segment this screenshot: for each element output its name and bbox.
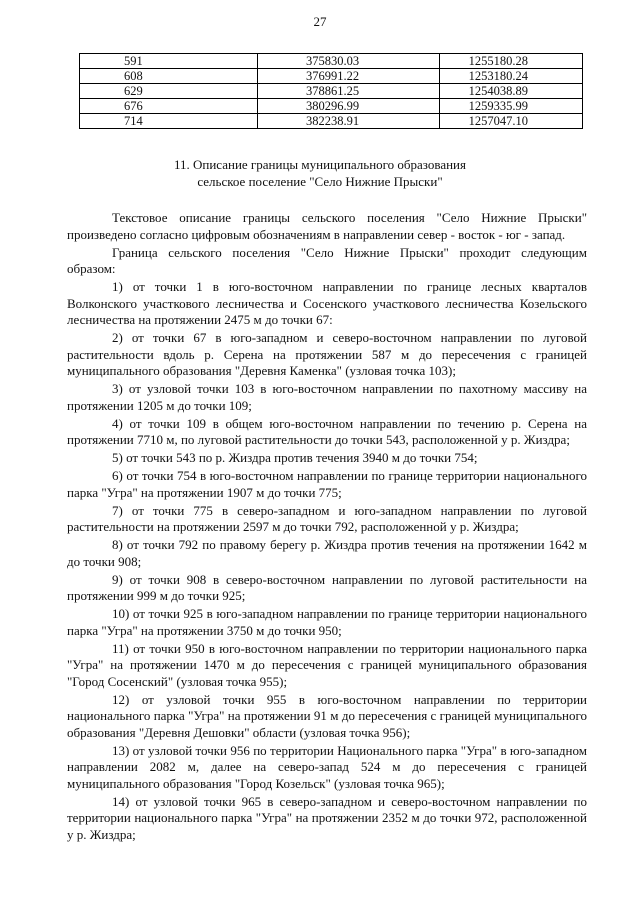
x-coordinate-cell: 376991.22 [258,69,440,84]
y-coordinate-cell: 1254038.89 [440,84,583,99]
x-coordinate-cell: 380296.99 [258,99,440,114]
paragraph-boundary-lead: Граница сельского поселения "Село Нижние Прыски" проходит следующим образом: [67,244,587,276]
table-row [80,99,583,114]
boundary-segment-1: 1) от точки 1 в юго-восточном направлении по границе лесных кварталов Волконского участкового лесничества и Сосенского участкового лесничества Козельского лесничества на протяжении 2475 м до точки 67: [67,279,587,327]
boundary-segment-2: 2) от точки 67 в юго-западном и северо-восточном направлении по луговой растительности вдоль р. Серена на протяжении 587 м до пересечения с границей муниципального образования "Деревня Каменка" (узловая точка 103); [67,330,587,378]
y-coordinate-cell: 1255180.28 [440,54,583,69]
point-number-cell: 629 [80,84,258,99]
point-number-cell: 714 [80,114,258,129]
section-title-line-1: 11. Описание границы муниципального образования [173,157,466,172]
point-number-cell: 591 [80,54,258,69]
boundary-segment-4: 4) от точки 109 в общем юго-восточном направлении по течению р. Серена на протяжении 7710 м, по луговой растительности до точки 543, расположенной у р. Жиздра; [67,415,587,447]
table-row [80,69,583,84]
table-row [80,84,583,99]
boundary-segment-14: 14) от узловой точки 965 в северо-западном и северо-восточном направлении по территории национального парка "Угра" на протяжении 2352 м до точки 972, расположенной у р. Жиздра; [67,793,587,842]
x-coordinate-cell: 378861.25 [258,84,440,99]
y-coordinate-cell: 1253180.24 [440,69,583,84]
page-number: 27 [313,14,327,29]
coordinates-table [79,53,583,129]
point-number-cell: 676 [80,99,258,114]
boundary-segment-10: 10) от точки 925 в юго-западном направлении по границе территории национального парка "Угра" на протяжении 3750 м до точки 950; [67,606,587,638]
y-coordinate-cell: 1257047.10 [440,114,583,129]
boundary-segment-12: 12) от узловой точки 955 в юго-восточном направлении по территории национального парка "Угра" на протяжении 91 м до пересечения с границей муниципального образования "Деревня Дешовки" области (узловая точка 956); [67,691,587,740]
boundary-description [67,210,587,845]
x-coordinate-cell: 382238.91 [258,114,440,129]
boundary-segment-3: 3) от узловой точки 103 в юго-восточном направлении по пахотному массиву на протяжении 1205 м до точки 109; [67,381,587,413]
table-row [80,54,583,69]
section-title-line-2: сельское поселение "Село Нижние Прыски" [197,174,443,189]
y-coordinate-cell: 1259335.99 [440,99,583,114]
boundary-segment-5: 5) от точки 543 по р. Жиздра против течения 3940 м до точки 754; [112,450,478,465]
boundary-segment-8: 8) от точки 792 по правому берегу р. Жиздра против течения на протяжении 1642 м до точки 908; [67,537,587,569]
boundary-segment-7: 7) от точки 775 в северо-западном и юго-западном направлении по луговой растительности на протяжении 2597 м до точки 792, расположенной у р. Жиздра; [67,502,587,534]
section-title [0,156,640,190]
boundary-segment-11: 11) от точки 950 в юго-восточном направлении по территории национального парка "Угра" на протяжении 1470 м до пересечения с границей муниципального образования "Город Сосенский" (узловая точка 955); [67,640,587,689]
boundary-segment-13: 13) от узловой точки 956 по территории Национального парка "Угра" в юго-западном направлении 2082 м, далее на северо-запад 524 м до пересечения с границей муниципального образования "Город Козельск" (узловая точка 965); [67,742,587,791]
point-number-cell: 608 [80,69,258,84]
x-coordinate-cell: 375830.03 [258,54,440,69]
boundary-segment-6: 6) от точки 754 в юго-восточном направлении по границе территории национального парка "Угра" на протяжении 1907 м до точки 775; [67,468,587,500]
boundary-segment-9: 9) от точки 908 в северо-восточном направлении по луговой растительности на протяжении 999 м до точки 925; [67,571,587,603]
paragraph-intro: Текстовое описание границы сельского поселения "Село Нижние Прыски" произведено согласно цифровым обозначениям в направлении север - восток - юг - запад. [67,210,587,242]
table-row [80,114,583,129]
